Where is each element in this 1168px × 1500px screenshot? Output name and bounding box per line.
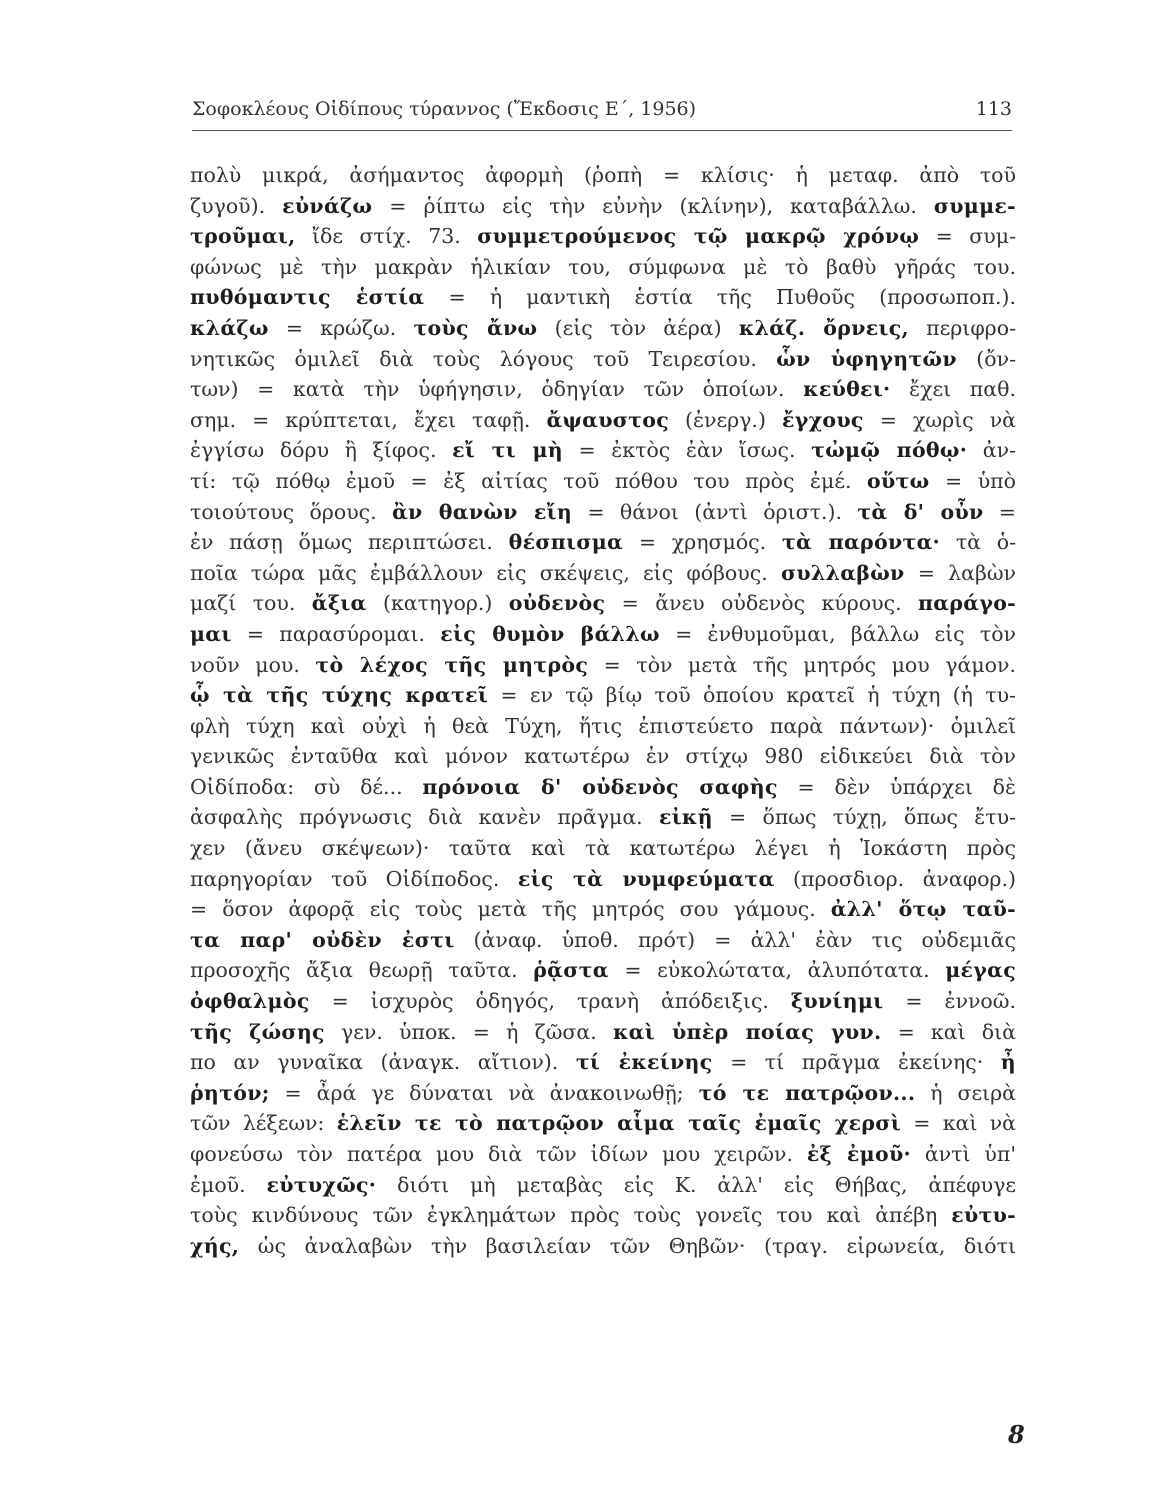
lemma: συλλαβὼν bbox=[780, 560, 905, 585]
text-line bbox=[190, 1047, 1016, 1078]
gloss-text: ζυγοῦ). bbox=[190, 193, 283, 218]
text-line bbox=[190, 925, 1016, 956]
lemma: τῆς ζώσης bbox=[190, 1019, 325, 1044]
gloss-text: = ἐκτὸς ἐὰν ἴσως. bbox=[562, 438, 812, 463]
gloss-text: φονεύσω τὸν πατέρα μου διὰ τῶν ἰδίων μου χειρῶν. bbox=[190, 1142, 807, 1166]
lemma: συμμετρούμενος τῷ μακρῷ χρόνῳ bbox=[477, 224, 920, 249]
gloss-text: = εὐκολώτατα, ἀλυπότατα. bbox=[608, 958, 946, 983]
lemma: τὰ παρόντα· bbox=[781, 530, 941, 555]
gloss-text: = ἄνευ οὐδενὸς κύρους. bbox=[605, 591, 918, 616]
lemma: εἰς θυμὸν βάλλω bbox=[440, 621, 660, 646]
gloss-text: γεν. ὑποκ. = ἡ ζῶσα. bbox=[324, 1019, 613, 1044]
text-line bbox=[190, 527, 1016, 558]
text-line bbox=[190, 1231, 1016, 1262]
page-number: 113 bbox=[975, 98, 1012, 120]
lemma: ἔγχους bbox=[782, 407, 864, 432]
text-line bbox=[190, 955, 1016, 986]
text-line bbox=[190, 282, 1016, 313]
gloss-text: = παρασύρομαι. bbox=[231, 621, 441, 646]
text-line bbox=[190, 1108, 1016, 1139]
lemma: ᾧ τὰ τῆς τύχης κρατεῖ bbox=[190, 683, 489, 708]
gloss-text: ἀν- bbox=[967, 438, 1016, 463]
lemma: κλάζ. ὄρνεις, bbox=[738, 315, 909, 340]
lemma: ἑλεῖν τε τὸ πατρῷον αἷμα ταῖς ἐμαῖς χερσὶ bbox=[336, 1111, 901, 1136]
gloss-text: = ἆρά γε δύναται νὰ ἀνακοινωθῇ; bbox=[269, 1080, 699, 1105]
text-line bbox=[190, 313, 1016, 344]
running-header bbox=[192, 98, 1012, 131]
gloss-text: μαζί του. bbox=[190, 591, 312, 616]
lemma: εὐτυ- bbox=[951, 1203, 1016, 1228]
text-line bbox=[190, 558, 1016, 589]
gloss-text: σημ. = κρύπτεται, ἔχει ταφῇ. bbox=[190, 407, 547, 432]
lemma: εἰς τὰ νυμφεύματα bbox=[517, 866, 775, 891]
lemma: παράγο- bbox=[917, 591, 1016, 616]
lemma: ἄψαυστος bbox=[546, 407, 669, 432]
gloss-text: = τί πρᾶγμα ἐκείνης· bbox=[712, 1050, 1001, 1075]
lemma: χής, bbox=[190, 1233, 240, 1258]
gloss-text: πολὺ μικρά, ἀσήμαντος ἀφορμὴ (ῥοπὴ = κλίσις· ἡ μεταφ. ἀπὸ τοῦ bbox=[190, 163, 1016, 187]
lemma: ῥᾷστα bbox=[533, 958, 609, 983]
lemma: κεύθει· bbox=[803, 377, 891, 402]
lemma: οὕτω bbox=[867, 468, 930, 493]
gloss-text: νητικῶς ὁμιλεῖ διὰ τοὺς λόγους τοῦ Τειρεσίου. bbox=[190, 346, 777, 371]
text-line bbox=[190, 864, 1016, 895]
lemma: ξυνίημι bbox=[790, 989, 884, 1014]
lemma: τό τε πατρῷον... bbox=[698, 1080, 916, 1105]
lemma: εἰκῇ bbox=[658, 805, 713, 830]
gloss-text: = τὸν μετὰ τῆς μητρός μου γάμον. bbox=[588, 652, 1016, 677]
gloss-text: = χρησμός. bbox=[623, 530, 782, 555]
gloss-text: φλὴ τύχη καὶ οὐχὶ ἡ θεὰ Τύχη, ἥτις ἐπιστεύετο παρὰ πάντων)· ὁμιλεῖ bbox=[190, 713, 1016, 738]
text-line bbox=[190, 650, 1016, 681]
lemma: τί ἐκείνης bbox=[575, 1050, 713, 1075]
header-title: Σοφοκλέους Οἰδίπους τύραννος (Ἔκδοσις Ε΄, 1956) bbox=[192, 98, 697, 120]
text-line bbox=[190, 1200, 1016, 1231]
text-line bbox=[190, 405, 1016, 436]
text-line bbox=[190, 466, 1016, 497]
text-line bbox=[190, 344, 1016, 375]
gloss-text: (εἰς τὸν ἀέρα) bbox=[537, 315, 739, 340]
gloss-text: = καὶ νὰ bbox=[900, 1111, 1016, 1136]
gloss-text: Οἰδίποδα: σὺ δέ... bbox=[190, 774, 423, 799]
text-line bbox=[190, 435, 1016, 466]
text-line bbox=[190, 191, 1016, 222]
text-line bbox=[190, 1170, 1016, 1201]
gloss-text: = ἐννοῶ. bbox=[883, 989, 1016, 1014]
gloss-text: των) = κατὰ τὴν ὑφήγησιν, ὁδηγίαν τῶν ὁποίων. bbox=[190, 377, 804, 402]
gloss-text: = δὲν ὑπάρχει δὲ bbox=[777, 774, 1016, 799]
gloss-text: (ὄν- bbox=[956, 346, 1016, 371]
text-line bbox=[190, 497, 1016, 528]
gloss-text: ἐν πάσῃ ὅμως περιπτώσει. bbox=[190, 530, 509, 555]
gloss-text: τί: τῷ πόθῳ ἐμοῦ = ἐξ αἰτίας τοῦ πόθου του πρὸς ἐμέ. bbox=[190, 468, 868, 493]
lemma: ὧν ὑφηγητῶν bbox=[776, 346, 957, 371]
gloss-text: τὰ ὁ- bbox=[940, 530, 1016, 555]
gloss-text: = καὶ διὰ bbox=[881, 1019, 1016, 1044]
lemma: ἦ bbox=[1000, 1050, 1016, 1075]
gloss-text: (ἀναφ. ὑποθ. πρότ) = ἀλλ' ἐὰν τις οὐδεμιᾶς bbox=[454, 927, 1016, 952]
gloss-text: ἴδε στίχ. 73. bbox=[295, 224, 478, 249]
lemma: ἄξια bbox=[311, 591, 367, 616]
gloss-text: (προσδιορ. ἀναφορ.) bbox=[774, 866, 1016, 891]
lemma: εὐνάζω bbox=[282, 193, 373, 218]
gloss-text: = ὑπὸ bbox=[929, 468, 1016, 493]
gloss-text: = bbox=[983, 499, 1016, 524]
gloss-text: ποῖα τώρα μᾶς ἐμβάλλουν εἰς σκέψεις, εἰς φόβους. bbox=[190, 560, 781, 585]
gloss-text: ἐμοῦ. bbox=[190, 1172, 267, 1197]
signature-mark: 8 bbox=[1008, 1420, 1025, 1449]
gloss-text: = ἰσχυρὸς ὁδηγός, τρανὴ ἀπόδειξις. bbox=[309, 989, 791, 1014]
gloss-text: ἀσφαλὴς πρόγνωσις διὰ κανὲν πρᾶγμα. bbox=[190, 805, 659, 830]
gloss-text: περιφρο- bbox=[908, 315, 1016, 340]
text-line bbox=[190, 588, 1016, 619]
gloss-text: χεν (ἄνευ σκέψεων)· ταῦτα καὶ τὰ κατωτέρω λέγει ἡ Ἰοκάστη πρὸς bbox=[190, 836, 1016, 861]
lemma: τὠμῷ πόθῳ· bbox=[811, 438, 968, 463]
text-line bbox=[190, 619, 1016, 650]
lemma: τροῦμαι, bbox=[190, 224, 296, 249]
gloss-text: ἡ σειρὰ bbox=[915, 1080, 1016, 1105]
text-line bbox=[190, 374, 1016, 405]
lemma: τα παρ' οὐδὲν ἐστι bbox=[190, 927, 455, 952]
text-line bbox=[190, 221, 1016, 252]
text-line bbox=[190, 833, 1016, 864]
gloss-text: (ἐνεργ.) bbox=[669, 407, 782, 432]
gloss-text: παρηγορίαν τοῦ Οἰδίποδος. bbox=[190, 866, 518, 891]
gloss-text: = ῥίπτω εἰς τὴν εὐνὴν (κλίνην), καταβάλλω. bbox=[372, 193, 934, 218]
lemma: ὀφθαλμὸς bbox=[190, 989, 310, 1014]
text-line bbox=[190, 711, 1016, 742]
gloss-text: ἐγγίσω δόρυ ἢ ξίφος. bbox=[190, 438, 453, 463]
lemma: τοὺς ἄνω bbox=[413, 315, 538, 340]
gloss-text: = εν τῷ βίῳ τοῦ ὁποίου κρατεῖ ἡ τύχη (ἡ τυ- bbox=[488, 683, 1016, 708]
gloss-text: πο αν γυναῖκα (ἀναγκ. αἴτιον). bbox=[190, 1050, 576, 1075]
lemma: μέγας bbox=[945, 958, 1016, 983]
gloss-text: διότι μὴ μεταβὰς εἰς Κ. ἀλλ' εἰς Θήβας, ἀπέφυγε bbox=[376, 1172, 1016, 1197]
lemma: εἴ τι μὴ bbox=[452, 438, 563, 463]
lemma: οὐδενὸς bbox=[508, 591, 606, 616]
text-line bbox=[190, 1078, 1016, 1109]
gloss-text: φώνως μὲ τὴν μακρὰν ἡλικίαν του, σύμφωνα μὲ τὸ βαθὺ γῆράς του. bbox=[190, 254, 1016, 279]
lemma: εὐτυχῶς· bbox=[266, 1172, 377, 1197]
gloss-text: = χωρὶς νὰ bbox=[863, 407, 1016, 432]
text-line bbox=[190, 252, 1016, 283]
gloss-text: τοὺς κινδύνους τῶν ἐγκλημάτων πρὸς τοὺς γονεῖς του καὶ ἀπέβη bbox=[190, 1203, 952, 1228]
gloss-text: τῶν λέξεων: bbox=[190, 1111, 337, 1136]
lemma: ἂν θανὼν εἴη bbox=[391, 499, 573, 524]
text-line bbox=[190, 894, 1016, 925]
text-line bbox=[190, 741, 1016, 772]
lemma: πυθόμαντις ἑστία bbox=[190, 285, 425, 310]
lemma: συμμε- bbox=[933, 193, 1016, 218]
gloss-text: τοιούτους ὅρους. bbox=[190, 499, 392, 524]
text-line bbox=[190, 680, 1016, 711]
gloss-text: γενικῶς ἐνταῦθα καὶ μόνον κατωτέρω ἐν στίχῳ 980 εἰδικεύει διὰ τὸν bbox=[190, 744, 1016, 769]
lemma: κλάζω bbox=[190, 315, 269, 340]
gloss-text: ὡς ἀναλαβὼν τὴν βασιλείαν τῶν Θηβῶν· (τραγ. εἰρωνεία, διότι bbox=[239, 1233, 1016, 1258]
gloss-text: = ἐνθυμοῦμαι, βάλλω εἰς τὸν bbox=[659, 621, 1016, 646]
lemma: ἐξ ἐμοῦ· bbox=[806, 1142, 911, 1166]
gloss-text: = θάνοι (ἀντὶ ὁριστ.). bbox=[572, 499, 858, 524]
gloss-text: = συμ- bbox=[919, 224, 1016, 249]
gloss-text: = ἡ μαντικὴ ἑστία τῆς Πυθοῦς (προσωποπ.). bbox=[424, 285, 1016, 310]
lemma: θέσπισμα bbox=[508, 530, 624, 555]
text-line bbox=[190, 986, 1016, 1017]
gloss-text: νοῦν μου. bbox=[190, 652, 316, 677]
gloss-text: = κρώζω. bbox=[268, 315, 414, 340]
lemma: τὸ λέχος τῆς μητρὸς bbox=[315, 652, 589, 677]
gloss-text: (κατηγορ.) bbox=[366, 591, 509, 616]
text-line bbox=[190, 1017, 1016, 1048]
text-line bbox=[190, 802, 1016, 833]
lemma: ῥητόν; bbox=[190, 1080, 270, 1105]
gloss-text: ἔχει παθ. bbox=[890, 377, 1016, 402]
text-line bbox=[190, 1139, 1016, 1170]
gloss-text: προσοχῆς ἄξια θεωρῇ ταῦτα. bbox=[190, 958, 534, 983]
gloss-text: = λαβὼν bbox=[904, 560, 1016, 585]
lemma: καὶ ὑπὲρ ποίας γυν. bbox=[612, 1019, 882, 1044]
text-line bbox=[190, 160, 1016, 191]
gloss-text: ἀντὶ ὑπ' bbox=[910, 1142, 1016, 1166]
lemma: τὰ δ' οὖν bbox=[857, 499, 984, 524]
lemma: ἀλλ' ὅτῳ ταῦ- bbox=[830, 897, 1016, 922]
lemma: μαι bbox=[190, 621, 232, 646]
gloss-text: = ὅπως τύχῃ, ὅπως ἔτυ- bbox=[712, 805, 1016, 830]
commentary-body bbox=[190, 160, 1016, 1261]
text-line bbox=[190, 772, 1016, 803]
lemma: πρόνοια δ' οὐδενὸς σαφὴς bbox=[422, 774, 778, 799]
gloss-text: = ὅσον ἀφορᾷ εἰς τοὺς μετὰ τῆς μητρός σου γάμους. bbox=[190, 897, 831, 922]
